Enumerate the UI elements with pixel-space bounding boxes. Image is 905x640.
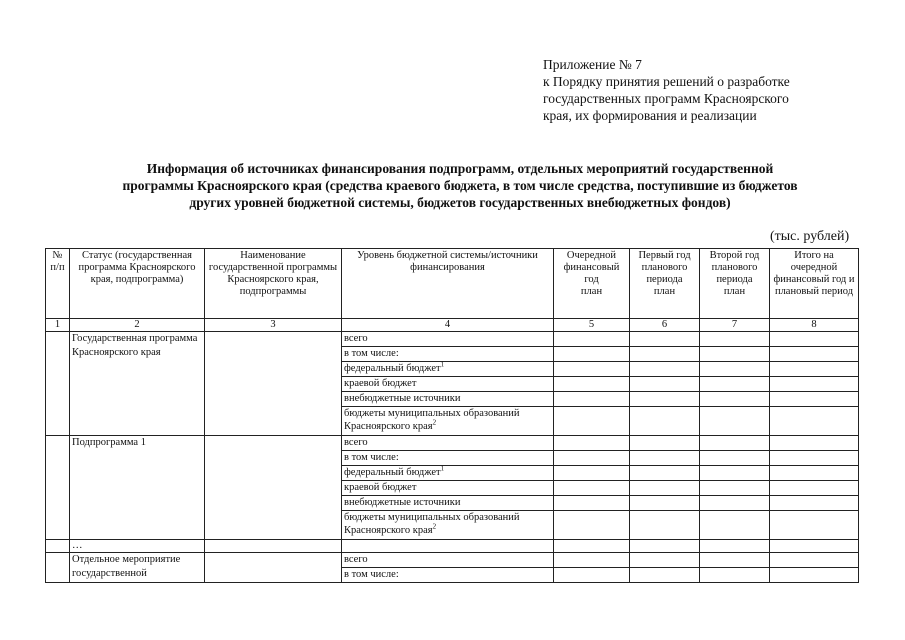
value-cell [630,436,700,451]
appendix-line: к Порядку принятия решений о разработке [543,74,790,89]
value-cell [630,466,700,481]
name-cell [205,553,342,583]
ellipsis-cell: … [70,540,205,553]
value-cell [554,466,630,481]
value-cell [554,451,630,466]
value-cell [700,553,770,568]
appendix-number: Приложение № 7 [543,57,642,72]
value-cell [770,496,859,511]
column-number: 2 [70,319,205,332]
header-total: Итого на очередной финансовый год и плановый период [770,249,859,319]
value-cell [554,347,630,362]
value-cell [770,466,859,481]
value-cell [770,392,859,407]
value-cell [700,377,770,392]
footnote-1: 1 [440,360,445,369]
level-offbudget: внебюджетные источники [342,496,554,511]
value-cell [630,511,700,540]
value-cell [554,553,630,568]
value-cell [554,496,630,511]
value-cell [630,568,700,583]
value-cell [630,377,700,392]
level-including: в том числе: [342,451,554,466]
header-name: Наименование государственной программы Красноярского края, подпрограммы [205,249,342,319]
table-row [46,540,859,553]
appendix-line: государственных программ Красноярского [543,91,789,106]
value-cell [700,481,770,496]
header-row [46,249,859,319]
value-cell [630,553,700,568]
value-cell [554,511,630,540]
value-cell [770,568,859,583]
header-status: Статус (государственная программа Красноярского края, подпрограмма) [70,249,205,319]
level-total: всего [342,553,554,568]
header-year-1: Очередной финансовый год план [554,249,630,319]
num-cell [46,436,70,540]
value-cell [700,362,770,377]
value-cell [554,392,630,407]
header-num: № п/п [46,249,70,319]
value-cell [700,407,770,436]
footnote-2: 2 [432,522,437,531]
value-cell [770,481,859,496]
title-line: Информация об источниках финансирования подпрограмм, отдельных мероприятий государственной [146,161,774,176]
value-cell [630,347,700,362]
funding-table [45,248,859,583]
title-line: программы Красноярского края (средства краевого бюджета, в том числе средства, поступившие из бюджетов [122,178,798,193]
num-cell [46,332,70,436]
appendix-line: края, их формирования и реализации [543,108,757,123]
plan-label: план [723,286,746,297]
value-cell [554,377,630,392]
num-cell [46,540,70,553]
value-cell [700,332,770,347]
status-subprogram: Подпрограмма 1 [70,436,205,540]
footnote-2: 2 [432,418,437,427]
footnote-1: 1 [440,464,445,473]
plan-label: план [653,286,676,297]
table-row [46,332,859,347]
name-cell [205,332,342,436]
header-level: Уровень бюджетной системы/источники финансирования [342,249,554,319]
document-title [60,160,860,211]
level-including: в том числе: [342,568,554,583]
value-cell [554,407,630,436]
value-cell [770,377,859,392]
level-total: всего [342,436,554,451]
value-cell [700,392,770,407]
value-cell [770,332,859,347]
value-cell [554,332,630,347]
appendix-block [543,56,883,124]
level-offbudget: внебюджетные источники [342,392,554,407]
level-total: всего [342,332,554,347]
value-cell [630,496,700,511]
name-cell [205,540,342,553]
unit-label: (тыс. рублей) [770,229,850,244]
column-number: 4 [342,319,554,332]
num-cell [46,553,70,583]
value-cell [554,362,630,377]
value-cell [770,451,859,466]
value-cell [770,362,859,377]
value-cell [770,511,859,540]
value-cell [700,436,770,451]
level-federal: федеральный бюджет$^1$ [342,362,554,377]
level-regional: краевой бюджет [342,377,554,392]
table-row [46,553,859,568]
header-year-2: Первый год планового периода план [630,249,700,319]
value-cell [554,540,630,553]
value-cell [700,466,770,481]
status-program: Государственная программа Красноярского края [70,332,205,436]
column-number: 3 [205,319,342,332]
header-year-3: Второй год планового периода план [700,249,770,319]
value-cell [700,451,770,466]
value-cell [630,332,700,347]
level-cell [342,540,554,553]
value-cell [770,540,859,553]
value-cell [630,540,700,553]
value-cell [700,511,770,540]
plan-label: план [580,286,603,297]
column-number: 1 [46,319,70,332]
value-cell [770,553,859,568]
value-cell [630,392,700,407]
value-cell [554,481,630,496]
column-number: 8 [770,319,859,332]
level-including: в том числе: [342,347,554,362]
level-municipal: бюджеты муниципальных образований Красноярского края$^2$ [342,407,554,436]
value-cell [770,407,859,436]
value-cell [630,362,700,377]
value-cell [630,407,700,436]
level-regional: краевой бюджет [342,481,554,496]
level-federal: федеральный бюджет$^1$ [342,466,554,481]
value-cell [630,481,700,496]
value-cell [770,347,859,362]
value-cell [700,540,770,553]
value-cell [770,436,859,451]
column-number: 7 [700,319,770,332]
level-municipal: бюджеты муниципальных образований Красноярского края$^2$ [342,511,554,540]
table-row [46,436,859,451]
value-cell [554,436,630,451]
title-line: других уровней бюджетной системы, бюджетов государственных внебюджетных фондов) [189,195,731,210]
value-cell [554,568,630,583]
column-number-row [46,319,859,332]
value-cell [700,568,770,583]
value-cell [700,496,770,511]
status-measure: Отдельное мероприятие государственной [70,553,205,583]
value-cell [700,347,770,362]
column-number: 5 [554,319,630,332]
name-cell [205,436,342,540]
value-cell [630,451,700,466]
column-number: 6 [630,319,700,332]
